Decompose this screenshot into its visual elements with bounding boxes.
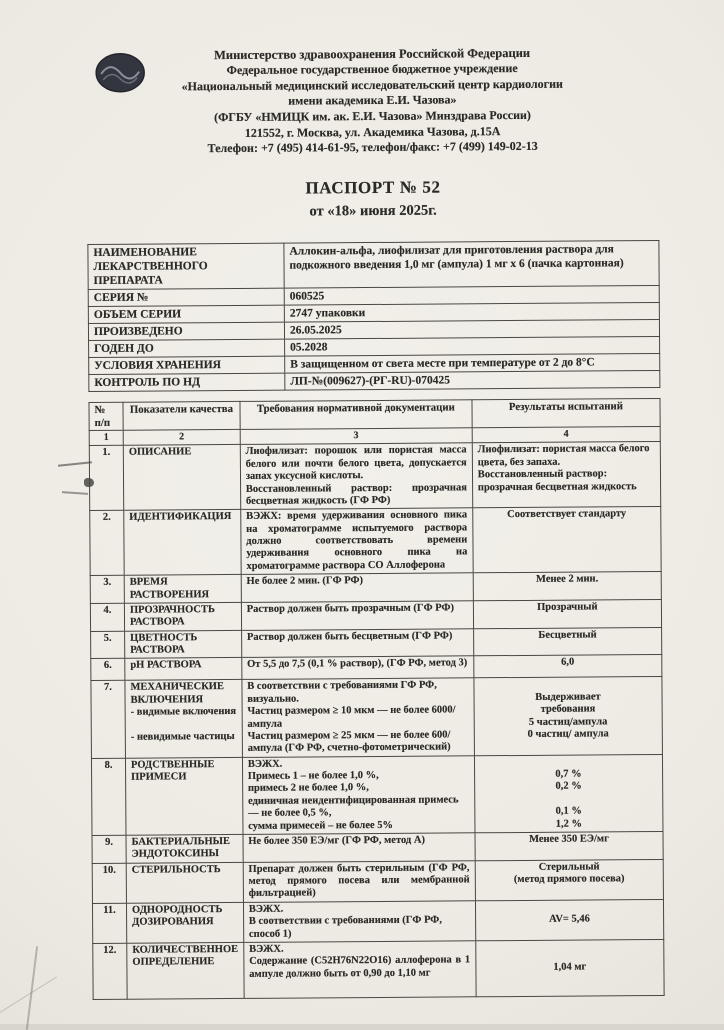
document-title (87, 176, 659, 222)
quality-spec-table (88, 398, 664, 1000)
passport-number: ПАСПОРТ № 52 (305, 177, 441, 198)
scan-artifact (62, 491, 88, 494)
spec-row-requirement: ВЭЖХ. Содержание (C52H76N22O16) аллоферона в 1 ампуле должно быть от 0,90 до 1,10 мг (244, 941, 476, 999)
spec-row-requirement: Не более 2 мин. (ГФ РФ) (241, 573, 473, 602)
spec-row-result: 6,0 (474, 655, 662, 678)
spec-row-num: 12. (93, 943, 127, 999)
spec-row-num: 9. (92, 835, 126, 863)
spec-row (90, 572, 661, 604)
info-label: СЕРИЯ № (88, 288, 284, 306)
spec-row-requirement: Лиофилизат: порошок или пористая масса белого или почти белого цвета, допускается запах уксусной кислоты. Восстановленный раствор: прозрачная бесцветная жидкость (ГФ РФ) (240, 443, 472, 509)
spec-row-result: Менее 2 мин. (473, 572, 661, 601)
org-line: «Национальный медицинский исследовательский центр кардиологии (181, 76, 563, 94)
spec-row-indicator: pH РАСТВОРА (125, 658, 242, 681)
spec-row-num: 2. (90, 511, 124, 576)
org-line: Министерство здравоохранения Российской Федерации (213, 45, 531, 63)
spec-row (91, 627, 662, 659)
org-line: (ФГБУ «НМИЦК им. ак. Е.И. Чазова» Минздрава России) (214, 107, 531, 125)
org-line: Телефон: +7 (495) 414-61-95, телефон/факс: +7 (499) 149-02-13 (207, 139, 538, 156)
spec-row-result: Менее 350 ЕЭ/мг (475, 831, 663, 860)
column-number: 4 (472, 427, 660, 443)
table-row (89, 370, 660, 391)
spec-row-num: 4. (90, 603, 124, 631)
spec-row-requirement: Раствор должен быть бесцветным (ГФ РФ) (241, 628, 473, 657)
spec-row-requirement: В соответствии с требованиями ГФ РФ, визуально. Частиц размером ≥ 10 мкм — не более 6000/ампула Частиц размером ≥ 25 мкм — не более 600/ампула (ГФ РФ, счетно-фотометрический) (242, 678, 475, 757)
spec-row-requirement: ВЭЖХ. В соответствии с требованиями (ГФ РФ, способ 1) (243, 901, 475, 943)
spec-row-num: 7. (91, 681, 126, 758)
spec-row-indicator: ОДНОРОДНОСТЬ ДОЗИРОВАНИЯ (126, 902, 243, 943)
info-label: НАИМЕНОВАНИЕ ЛЕКАРСТВЕННОГО ПРЕПАРАТА (88, 243, 284, 289)
spec-row-num: 11. (92, 903, 126, 943)
drug-info-table (87, 240, 660, 392)
info-label: ГОДЕН ДО (89, 339, 285, 357)
info-value: Аллокин-альфа, лиофилизат для приготовления раствора для подкожного введения 1,0 мг (ампула) 1 мг х 6 (пачка картонная) (284, 240, 659, 288)
table-header-row (89, 398, 660, 430)
spec-row-result: Прозрачный (473, 599, 661, 628)
org-line: 121552, г. Москва, ул. Академика Чазова, д.15А (244, 123, 501, 140)
column-number: 2 (123, 430, 240, 446)
spec-row (92, 859, 663, 903)
spec-row-requirement: Не более 350 ЕЭ/мг (ГФ РФ, метод А) (243, 833, 475, 862)
spec-row (90, 507, 661, 576)
spec-row-result: AV= 5,46 (475, 899, 663, 940)
spec-row-requirement: ВЭЖХ: время удерживания основного пика на хроматограмме испытуемого раствора должно соответствовать времени удерживания основного пика на хроматограмме раствора СО Аллоферона (241, 508, 473, 574)
spec-row-num: 6. (91, 659, 125, 681)
spec-row-indicator: БАКТЕРИАЛЬНЫЕ ЭНДОТОКСИНЫ (126, 834, 243, 863)
spec-row (89, 442, 660, 511)
header-result: Результаты испытаний (472, 398, 660, 428)
spec-row-num: 3. (90, 575, 124, 603)
org-header (86, 44, 659, 158)
org-line: Федеральное государственное бюджетное учреждение (226, 61, 518, 78)
info-value: ЛП-№(009627)-(РГ-RU)-070425 (285, 370, 660, 390)
spec-row (92, 831, 663, 863)
spec-row-indicator: ПРОЗРАЧНОСТЬ РАСТВОРА (124, 602, 241, 631)
table-row (88, 240, 659, 289)
spec-row (91, 677, 663, 758)
org-line: имени академика Е.И. Чазова» (288, 92, 457, 109)
spec-row-result: Соответствует стандарту (473, 507, 662, 573)
info-label: УСЛОВИЯ ХРАНЕНИЯ (89, 356, 285, 374)
document-content (86, 44, 665, 1000)
spec-row (91, 754, 663, 835)
spec-row-indicator: РОДСТВЕННЫЕ ПРИМЕСИ (125, 757, 242, 835)
info-value: 2747 упаковки (284, 302, 659, 322)
info-label: ОБЪЕМ СЕРИИ (88, 305, 284, 323)
spec-row (90, 599, 661, 631)
spec-row-indicator: ЦВЕТНОСТЬ РАСТВОРА (125, 630, 242, 659)
spec-row-indicator: ВРЕМЯ РАСТВОРЕНИЯ (124, 575, 241, 604)
spec-row-result: Бесцветный (473, 627, 661, 656)
spec-row-indicator: ИДЕНТИФИКАЦИЯ (124, 510, 241, 576)
column-number: 3 (240, 428, 472, 445)
header-indicator: Показатели качества (123, 401, 240, 430)
scan-artifact (58, 461, 92, 467)
info-value: 060525 (284, 285, 659, 305)
spec-row-num: 8. (91, 758, 126, 835)
info-value: В защищенном от света месте при температуре от 2 до 8°С (285, 353, 660, 373)
spec-row-requirement: Раствор должен быть прозрачным (ГФ РФ) (241, 601, 473, 630)
spec-row-num: 1. (89, 446, 123, 511)
spec-row (93, 939, 664, 999)
spec-row-result: 0,7 % 0,2 % 0,1 % 1,2 % (474, 754, 663, 833)
spec-row-requirement: ВЭЖХ. Примесь 1 – не более 1,0 %, примесь 2 не более 1,0 %, единичная неидентифицированная примесь — не более 0,5 %, сумма примесей – не более 5% (242, 755, 475, 834)
cardiology-emblem-icon (94, 52, 146, 99)
passport-date: от «18» июня 2025г. (309, 202, 437, 220)
spec-row-result: 1,04 мг (476, 939, 665, 996)
spec-row-result: Стерильный (метод прямого посева) (475, 859, 663, 900)
header-num: № п/п (89, 402, 123, 431)
spec-row (92, 899, 663, 943)
spec-row-num: 10. (92, 863, 126, 903)
spec-row-indicator: КОЛИЧЕСТВЕННОЕ ОПРЕДЕЛЕНИЕ (127, 942, 244, 999)
spec-row-num: 5. (91, 631, 125, 659)
spec-row-result: Лиофилизат: пористая масса белого цвета, без запаха. Восстановленный раствор: прозрачная бесцветная жидкость (472, 442, 661, 508)
spec-row-indicator: ОПИСАНИЕ (123, 445, 240, 511)
spec-row-result: Выдерживает требования 5 частиц/ампула 0 частиц/ ампула (474, 677, 663, 756)
info-value: 05.2028 (285, 336, 660, 356)
info-value: 26.05.2025 (284, 319, 659, 339)
column-number: 1 (89, 431, 123, 446)
info-label: ПРОИЗВЕДЕНО (88, 322, 284, 340)
spec-row-requirement: От 5,5 до 7,5 (0,1 % раствор), (ГФ РФ, метод 3) (242, 656, 474, 680)
header-requirement: Требования нормативной документации (240, 400, 472, 430)
spec-row-indicator: МЕХАНИЧЕСКИЕ ВКЛЮЧЕНИЯ - видимые включения - невидимые частицы (125, 680, 242, 758)
info-label: КОНТРОЛЬ ПО НД (89, 373, 285, 391)
spec-row-indicator: СТЕРИЛЬНОСТЬ (126, 862, 243, 903)
spec-row-requirement: Препарат должен быть стерильным (ГФ РФ, метод прямого посева или мембранной фильтрацией) (243, 860, 475, 902)
